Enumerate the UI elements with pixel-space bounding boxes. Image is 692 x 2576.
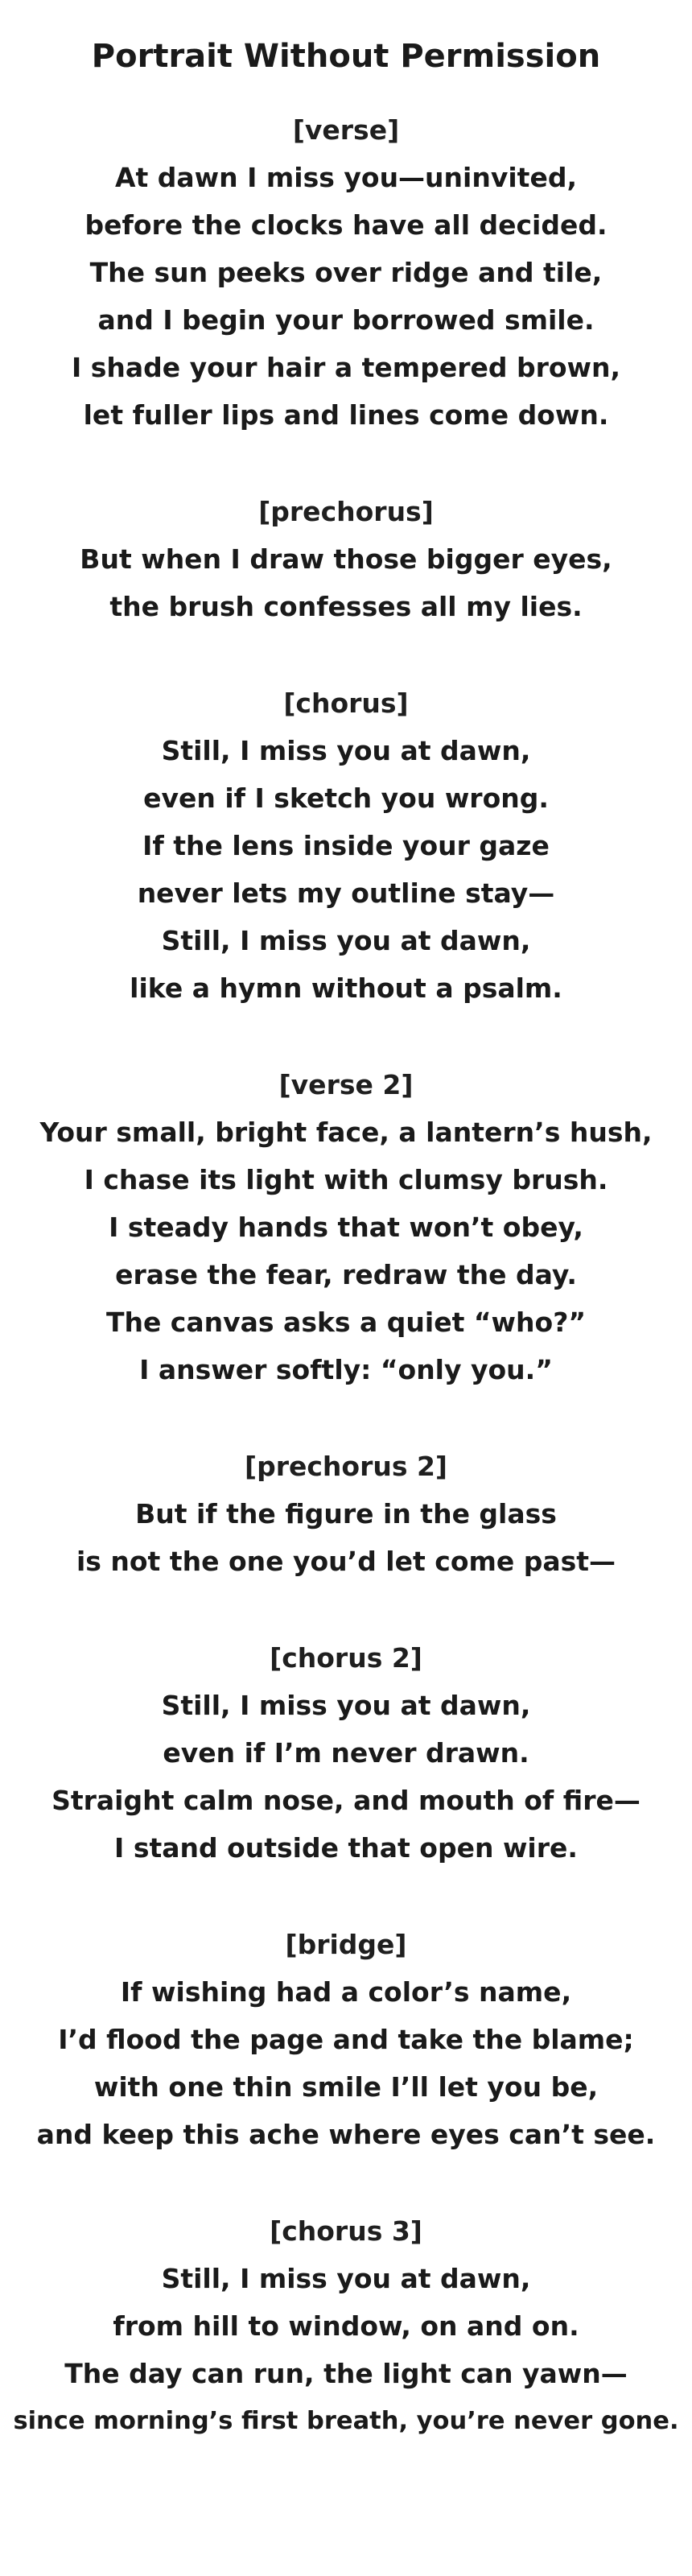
lyric-line: and I begin your borrowed smile. bbox=[97, 304, 595, 336]
lyric-line: before the clocks have all decided. bbox=[84, 209, 608, 241]
lyric-section bbox=[0, 488, 692, 630]
lyric-line: If the lens inside your gaze bbox=[142, 830, 550, 861]
section-label: [prechorus] bbox=[258, 496, 434, 527]
lyric-line: Still, I miss you at dawn, bbox=[161, 2263, 531, 2294]
lyric-line: is not the one you’d let come past— bbox=[76, 1546, 616, 1577]
lyric-line: Your small, bright face, a lantern’s hush, bbox=[39, 1117, 653, 1148]
lyric-line: But if the figure in the glass bbox=[135, 1498, 557, 1530]
lyric-line: since morning’s first breath, you’re never gone. bbox=[13, 2407, 679, 2435]
lyric-line: let fuller lips and lines come down. bbox=[83, 399, 609, 431]
lyric-line: Still, I miss you at dawn, bbox=[161, 1690, 531, 1721]
section-label: [chorus 3] bbox=[270, 2215, 422, 2247]
lyric-line: Straight calm nose, and mouth of fire— bbox=[51, 1785, 641, 1816]
lyric-line: I stand outside that open wire. bbox=[114, 1832, 578, 1864]
lyric-line: I shade your hair a tempered brown, bbox=[71, 352, 621, 383]
lyric-line: even if I sketch you wrong. bbox=[143, 782, 549, 814]
lyric-line: The canvas asks a quiet “who?” bbox=[105, 1307, 587, 1338]
lyric-line: At dawn I miss you—uninvited, bbox=[114, 162, 577, 193]
section-label: [chorus] bbox=[283, 687, 409, 719]
section-label: [verse] bbox=[292, 114, 400, 146]
lyric-line: I’d flood the page and take the blame; bbox=[58, 2024, 634, 2055]
lyric-section bbox=[0, 1921, 692, 2158]
section-label: [chorus 2] bbox=[270, 1642, 422, 1674]
lyric-section bbox=[0, 679, 692, 1012]
lyric-line: never lets my outline stay— bbox=[137, 877, 555, 909]
lyric-line: Still, I miss you at dawn, bbox=[161, 925, 531, 956]
lyrics-body bbox=[0, 106, 692, 2445]
lyric-line: The day can run, the light can yawn— bbox=[64, 2358, 628, 2389]
lyric-section bbox=[0, 2207, 692, 2445]
lyric-line: even if I’m never drawn. bbox=[163, 1737, 529, 1769]
lyric-section bbox=[0, 1061, 692, 1393]
lyric-line: But when I draw those bigger eyes, bbox=[80, 543, 612, 575]
lyric-line: I answer softly: “only you.” bbox=[139, 1354, 553, 1385]
section-label: [verse 2] bbox=[278, 1069, 414, 1100]
lyric-section bbox=[0, 1443, 692, 1585]
lyric-line: like a hymn without a psalm. bbox=[130, 972, 562, 1004]
lyric-line: from hill to window, on and on. bbox=[113, 2310, 579, 2342]
lyric-line: the brush confesses all my lies. bbox=[109, 591, 583, 622]
lyric-line: I steady hands that won’t obey, bbox=[109, 1212, 583, 1243]
lyric-line: The sun peeks over ridge and tile, bbox=[89, 257, 603, 288]
lyric-line: with one thin smile I’ll let you be, bbox=[93, 2071, 599, 2103]
lyric-line: I chase its light with clumsy brush. bbox=[84, 1164, 608, 1195]
lyric-line: If wishing had a color’s name, bbox=[120, 1976, 572, 2008]
lyric-section bbox=[0, 106, 692, 439]
section-label: [prechorus 2] bbox=[244, 1451, 448, 1482]
section-label: [bridge] bbox=[285, 1929, 407, 1960]
lyric-section bbox=[0, 1634, 692, 1872]
lyric-line: erase the fear, redraw the day. bbox=[115, 1259, 577, 1290]
song-title: Portrait Without Permission bbox=[91, 38, 601, 75]
lyric-line: Still, I miss you at dawn, bbox=[161, 735, 531, 766]
lyric-line: and keep this ache where eyes can’t see. bbox=[36, 2119, 656, 2150]
